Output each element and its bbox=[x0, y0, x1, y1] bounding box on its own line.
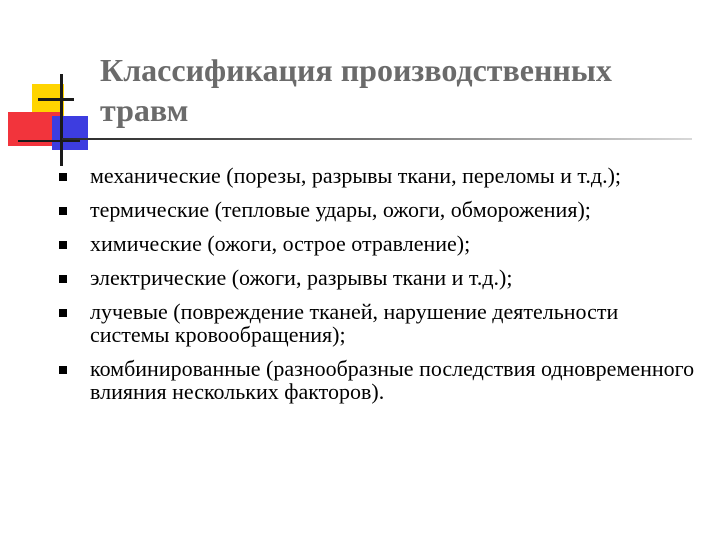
square-bullet-icon bbox=[59, 366, 67, 374]
bullet-text: лучевые (повреждение тканей, нарушение деятельности системы кровообращения); bbox=[90, 299, 619, 347]
bullet-item bbox=[58, 164, 698, 187]
bullet-text: комбинированные (разнообразные последствия одновременного влияния нескольких факторов). bbox=[90, 356, 695, 404]
blue-square-shape bbox=[52, 116, 88, 150]
bullet-text: механические (порезы, разрывы ткани, переломы и т.д.); bbox=[90, 163, 622, 188]
horizontal-line-shape bbox=[38, 98, 74, 101]
square-bullet-icon bbox=[59, 309, 67, 317]
bullet-list bbox=[58, 164, 698, 414]
vertical-line-shape bbox=[60, 74, 63, 166]
bullet-text: химические (ожоги, острое отравление); bbox=[90, 231, 471, 256]
square-bullet-icon bbox=[59, 207, 67, 215]
horizontal-line-shape bbox=[18, 140, 80, 142]
square-bullet-icon bbox=[59, 173, 67, 181]
bullet-item bbox=[58, 232, 698, 255]
slide-title: Классификация производственных травм bbox=[100, 52, 612, 128]
square-bullet-icon bbox=[59, 275, 67, 283]
title-divider bbox=[62, 138, 692, 140]
bullet-item bbox=[58, 357, 698, 403]
bullet-item bbox=[58, 300, 698, 346]
decorative-logo bbox=[0, 0, 110, 170]
bullet-item bbox=[58, 198, 698, 221]
bullet-item bbox=[58, 266, 698, 289]
square-bullet-icon bbox=[59, 241, 67, 249]
bullet-text: термические (тепловые удары, ожоги, обморожения); bbox=[90, 197, 591, 222]
bullet-text: электрические (ожоги, разрывы ткани и т.д.); bbox=[90, 265, 513, 290]
